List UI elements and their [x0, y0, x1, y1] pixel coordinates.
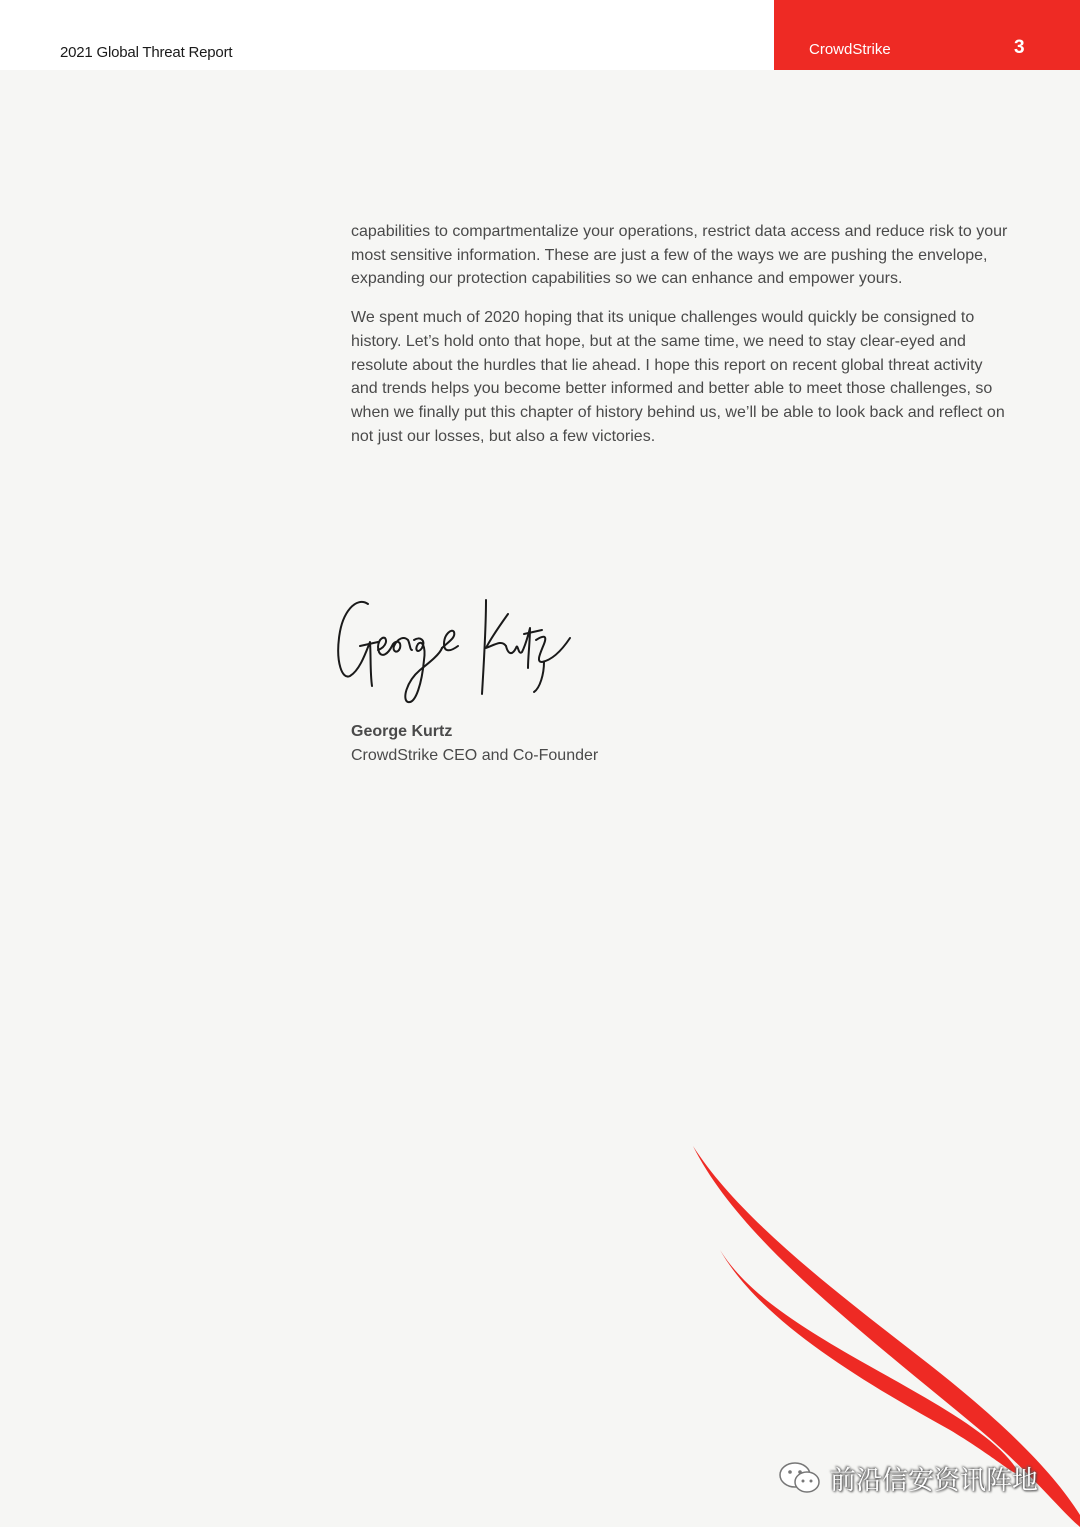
- signer-title: CrowdStrike CEO and Co-Founder: [351, 747, 599, 764]
- brand-block: [774, 0, 1080, 70]
- paragraph: capabilities to compartmentalize your operations, restrict data access and reduce risk to your most sensitive information. These are just a few of the ways we are pushing the envelope, expanding our protection capabilities so we can enhance and empower yours.: [351, 223, 1008, 288]
- brand-name: CrowdStrike: [809, 41, 891, 58]
- watermark: [778, 1458, 1038, 1498]
- watermark-text: 前沿信安资讯阵地: [830, 1465, 1039, 1496]
- signer-name: George Kurtz: [351, 723, 453, 740]
- page-number: 3: [1014, 37, 1025, 58]
- handwritten-signature: [330, 590, 580, 715]
- page-header: [0, 0, 1080, 70]
- letter-body: [351, 220, 1011, 463]
- swoosh-stripe-lower: [720, 1250, 1018, 1474]
- wechat-icon: [778, 1461, 822, 1495]
- paragraph: We spent much of 2020 hoping that its unique challenges would quickly be consigned to history. Let’s hold onto that hope, but at the same time, we need to stay clear-eyed and resolute about the hurdles that lie ahead. I hope this report on recent global threat activity and trends helps you become better informed and better able to meet those challenges, so when we finally put this chapter of history behind us, we’ll be able to look back and reflect on not just our losses, but also a few victories.: [351, 309, 1005, 445]
- report-title: 2021 Global Threat Report: [60, 44, 233, 61]
